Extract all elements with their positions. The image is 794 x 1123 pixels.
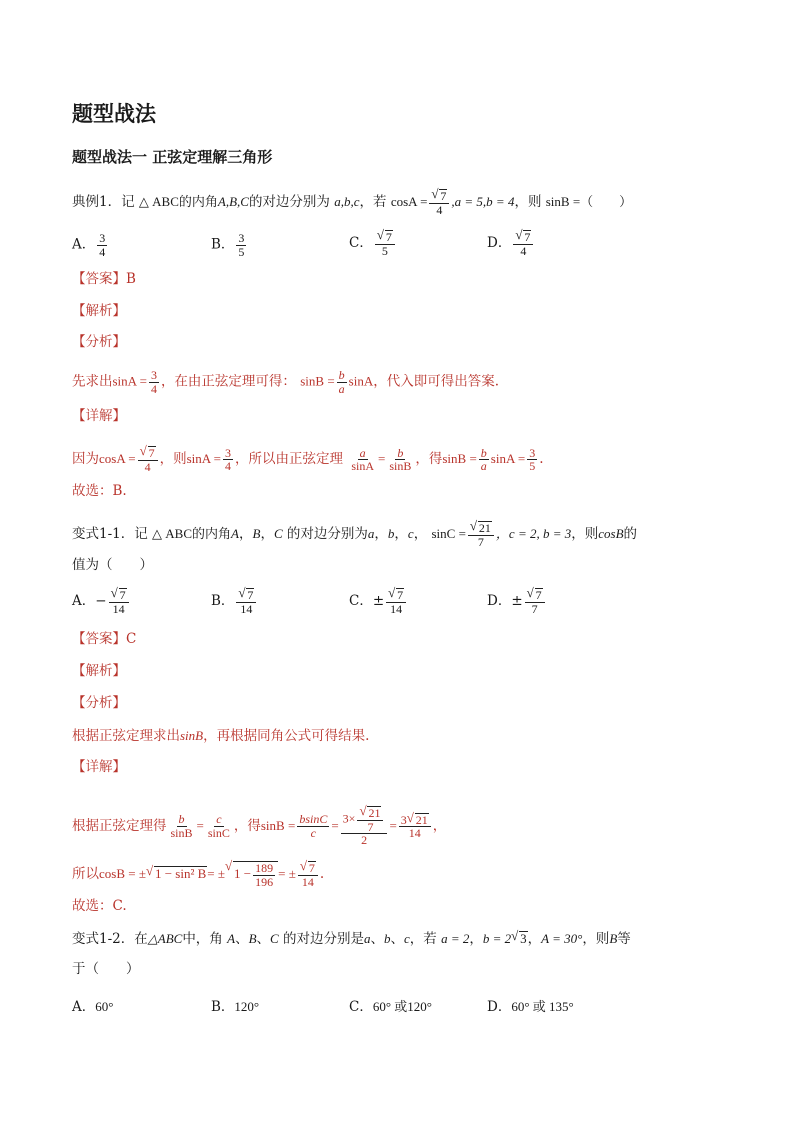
frac-den: 7	[367, 819, 374, 834]
example1-answer: 【答案】B	[72, 271, 136, 287]
example1-option-c[interactable]	[349, 230, 397, 257]
var: b	[383, 931, 391, 946]
frac-den: 14	[301, 874, 314, 889]
frac-den: sinB	[170, 825, 193, 840]
option-sign: ±	[372, 593, 385, 610]
variant12-stem-line2: 于（ ）	[72, 961, 140, 977]
frac-den: 14	[408, 826, 421, 841]
example1-detail	[72, 446, 544, 473]
option-sign: ±	[511, 593, 523, 610]
frac-num: bsinC	[299, 812, 328, 827]
option-frac	[525, 588, 545, 615]
variant11-answer: 【答案】C	[72, 631, 137, 647]
stem-text: ，则	[582, 931, 610, 947]
frac-den: 4	[225, 459, 232, 474]
option-label: C．	[349, 999, 373, 1015]
option-den: 4	[99, 244, 106, 259]
variant11-stem-line2: 值为（ ）	[72, 557, 153, 573]
example1-jiexi: 【解析】	[72, 303, 126, 319]
detail-math: =	[378, 451, 386, 467]
analysis-math: sinA	[348, 373, 374, 389]
detail-text: ，得	[233, 817, 261, 834]
stem-text: 等	[617, 931, 631, 947]
analysis-text: ，在由正弦定理可得：	[160, 373, 296, 390]
frac-den: 4	[144, 459, 151, 474]
option-den: 7	[531, 601, 538, 616]
option-frac	[236, 232, 246, 258]
detail-frac	[527, 447, 537, 473]
cond-frac	[468, 521, 494, 548]
frac-num: 3	[150, 368, 157, 382]
ask: B	[609, 931, 618, 946]
variant11-analysis	[72, 729, 369, 744]
example1-vars: A,B,C	[217, 194, 249, 210]
option-label: C．	[349, 593, 373, 610]
example1-xiangjie: 【详解】	[72, 408, 126, 424]
frac-num: 3	[400, 812, 407, 827]
var: c	[407, 526, 414, 542]
detail-text: 因为	[72, 451, 99, 468]
option-frac	[236, 588, 256, 615]
frac-den: a	[480, 459, 487, 474]
var: a	[363, 931, 371, 946]
option-label: D．	[487, 235, 512, 252]
var: A	[231, 526, 239, 542]
stem-text: ，若	[409, 931, 437, 947]
ask: cosB	[598, 526, 624, 542]
detail-text: ，得	[415, 451, 443, 468]
frac-num: √ 7	[308, 861, 316, 875]
sep: ，	[374, 526, 388, 543]
analysis-frac	[149, 369, 159, 395]
var: B	[248, 931, 257, 946]
detail-frac	[223, 447, 233, 473]
example1-stem-c: ，若	[359, 194, 387, 211]
variant11-stem	[72, 521, 637, 548]
option-num: √ 7	[396, 588, 404, 602]
detail-text: ，所以由正弦定理	[235, 451, 344, 468]
option-num: √ 7	[523, 230, 531, 244]
example1-stem-b: 的对边分别为	[248, 194, 330, 211]
option-den: 5	[381, 243, 388, 258]
analysis-text: 根据正弦定理求出	[72, 728, 180, 744]
detail-math: =	[196, 817, 204, 833]
frac-num: c	[216, 812, 222, 827]
example1-cond-rest: ,a = 5,b = 4	[451, 194, 515, 210]
frac-den: 196	[255, 874, 274, 889]
example1-option-b[interactable]	[211, 232, 248, 258]
frac-num: √ 7	[148, 446, 156, 460]
detail-math: 1 −	[234, 866, 252, 882]
detail-text: ，则	[159, 451, 187, 468]
frac-den: sinB	[389, 459, 412, 474]
variant11-xiangjie: 【详解】	[72, 759, 126, 775]
detail-frac	[138, 446, 158, 473]
variant12-label: 变式1-2．在	[72, 931, 148, 947]
analysis-math: sinB	[180, 728, 204, 743]
analysis-text: ，代入即可得出答案.	[373, 373, 500, 390]
cond: A = 30°	[541, 931, 583, 946]
frac-den: 7	[477, 534, 484, 549]
option-text: 60°	[95, 999, 114, 1014]
var: A	[227, 931, 236, 946]
frac-num: a	[359, 445, 366, 460]
option-text: 120°	[234, 999, 260, 1014]
frac-den: 2	[361, 833, 368, 848]
variant11-option-c[interactable]	[349, 588, 408, 615]
frac-den: a	[338, 381, 345, 396]
frac-num: b	[397, 445, 404, 460]
frac-num: b	[338, 368, 345, 382]
option-num: √ 7	[535, 588, 543, 602]
detail-text: 根据正弦定理得	[72, 817, 167, 834]
option-num: 3	[238, 231, 245, 245]
frac-den: sinC	[207, 825, 230, 840]
variant11-label: 变式1-1．记	[72, 526, 148, 543]
variant11-option-b[interactable]	[211, 588, 258, 615]
option-label: C．	[349, 235, 373, 252]
option-den: 14	[112, 601, 125, 616]
variant12-option-a[interactable]	[72, 995, 113, 1015]
example1-fenxi: 【分析】	[72, 334, 126, 350]
variant11-option-a[interactable]	[72, 588, 131, 615]
sep: ，	[469, 931, 483, 947]
sep: ，	[413, 526, 428, 543]
option-sign: −	[95, 593, 107, 610]
frac-num: √ 21	[367, 806, 381, 820]
stem-text: 的对边分别为	[286, 526, 368, 543]
var: a	[367, 526, 375, 542]
analysis-math: sinB =	[300, 373, 335, 389]
analysis-text: 先求出	[72, 373, 113, 390]
detail-math: = ±	[207, 866, 226, 882]
option-label: B．	[211, 593, 235, 610]
detail-sqrt	[233, 861, 278, 888]
detail-math: cosA =	[99, 451, 136, 467]
example1-cond-frac	[429, 189, 449, 216]
example1-analysis	[72, 369, 499, 395]
sep: ，	[260, 526, 274, 543]
var: c	[403, 931, 410, 946]
detail-frac	[253, 862, 275, 888]
frac-den: 4	[150, 381, 157, 396]
example1-sides: a,b,c	[334, 194, 360, 210]
variant11-detail-line2	[72, 861, 324, 888]
detail-math: sinB =	[442, 451, 477, 467]
detail-math: =	[331, 817, 339, 833]
option-num: √ 7	[385, 230, 393, 244]
detail-frac	[399, 813, 431, 840]
detail-frac	[169, 813, 195, 839]
option-label: B．	[211, 236, 235, 253]
detail-math: sinA =	[186, 451, 222, 467]
var: b	[387, 526, 395, 542]
example1-option-d[interactable]	[487, 230, 535, 257]
option-den: 14	[240, 601, 253, 616]
detail-frac	[479, 447, 489, 473]
option-den: 4	[520, 243, 527, 258]
detail-frac	[298, 861, 318, 888]
variant11-detail	[72, 806, 446, 847]
option-text: 60° 或120°	[372, 999, 432, 1014]
cond-rest: ，c = 2, b = 3	[495, 526, 572, 542]
option-frac	[513, 230, 533, 257]
variant11-option-d[interactable]	[487, 588, 547, 615]
frac-num: 3	[225, 445, 232, 460]
cond: b = 2	[482, 931, 512, 946]
option-label: A．	[72, 593, 96, 610]
detail-math: sinB =	[260, 817, 296, 833]
option-num: √ 7	[246, 588, 254, 602]
option-label: D．	[487, 593, 512, 610]
variant12-option-d[interactable]	[487, 995, 574, 1015]
frac-num: √ 21	[415, 813, 429, 827]
frac-num: √ 21	[478, 521, 492, 535]
sep: ，	[394, 526, 408, 543]
option-frac	[386, 588, 406, 615]
var: C	[270, 931, 279, 946]
sep: 、	[370, 931, 384, 947]
option-text: 60° 或 135°	[511, 999, 574, 1014]
variant11-result: 故选：C.	[72, 898, 127, 914]
var: C	[273, 526, 283, 542]
detail-math: = ±	[278, 866, 296, 882]
option-label: A．	[72, 236, 96, 253]
detail-text: ，	[432, 817, 447, 834]
variant11-fenxi: 【分析】	[72, 695, 126, 711]
analysis-math: sinA =	[112, 373, 147, 389]
detail-math: sinA =	[490, 451, 526, 467]
option-den: 14	[390, 601, 403, 616]
cond-lhs: sinC =	[431, 526, 466, 542]
var: B	[252, 526, 261, 542]
detail-frac-nested	[341, 806, 388, 847]
sep: 、	[256, 931, 271, 947]
frac-num: 189	[255, 861, 274, 876]
example1-stem-a: △ ABC的内角	[138, 194, 218, 210]
stem-text: △ ABC的内角	[152, 526, 232, 542]
example1-ask: sinB =（ ）	[545, 194, 633, 210]
frac-num: 3	[529, 445, 536, 460]
frac-num: b	[480, 445, 487, 460]
example1-cond-lhs: cosA =	[390, 194, 428, 210]
option-den: 5	[238, 244, 245, 259]
stem-text: ，则	[571, 526, 599, 543]
example1-cond-den: 4	[436, 202, 443, 217]
option-label: A．	[72, 999, 96, 1015]
frac-den: 5	[529, 459, 536, 474]
example1-cond-num: √ 7	[439, 189, 447, 203]
inner-frac	[357, 806, 383, 833]
detail-text: .	[319, 866, 325, 883]
variant12-stem	[72, 931, 631, 947]
stem-text: 中，角	[182, 931, 223, 947]
example1-label: 典例1．记	[72, 194, 135, 211]
detail-frac	[297, 813, 329, 839]
stem-text: 的对边分别是	[282, 931, 364, 947]
variant11-jiexi: 【解析】	[72, 663, 126, 679]
frac-num: b	[178, 812, 185, 827]
option-frac	[109, 588, 129, 615]
option-label: B．	[211, 999, 235, 1015]
detail-math: =	[389, 817, 397, 833]
option-num: 3	[99, 231, 106, 245]
example1-stem	[72, 189, 632, 216]
example1-result: 故选：B.	[72, 483, 127, 499]
cond: a = 2	[441, 931, 470, 946]
sep: 、	[235, 931, 249, 947]
example1-stem-d: ，则	[514, 194, 542, 211]
detail-math: cosB = ±	[99, 866, 146, 882]
frac-den: c	[310, 825, 316, 840]
variant12-option-c[interactable]	[349, 995, 432, 1015]
var: △ABC	[147, 931, 183, 946]
option-frac	[375, 230, 395, 257]
detail-frac	[349, 447, 376, 473]
frac-den: sinA	[351, 459, 374, 474]
option-num: √ 7	[119, 588, 127, 602]
page-title: 题型战法	[72, 102, 156, 126]
option-frac	[97, 232, 107, 258]
detail-text: .	[539, 451, 544, 468]
sep: ，	[238, 526, 253, 543]
example1-option-a[interactable]	[72, 232, 109, 258]
detail-sqrt: √ 1 − sin² B	[154, 866, 207, 880]
sep: 、	[390, 931, 404, 947]
frac-num: 3×	[342, 811, 356, 826]
stem-text: 的	[623, 526, 638, 543]
analysis-frac	[337, 369, 347, 395]
detail-frac	[387, 447, 413, 473]
detail-frac	[206, 813, 232, 839]
detail-text: 所以	[72, 866, 99, 883]
sep: ，	[527, 931, 542, 947]
variant12-option-b[interactable]	[211, 995, 259, 1015]
section-heading: 题型战法一 正弦定理解三角形	[72, 148, 273, 166]
cond-sqrt: √ 3	[519, 931, 528, 945]
analysis-text: ，再根据同角公式可得结果.	[203, 728, 370, 744]
option-label: D．	[487, 999, 512, 1015]
